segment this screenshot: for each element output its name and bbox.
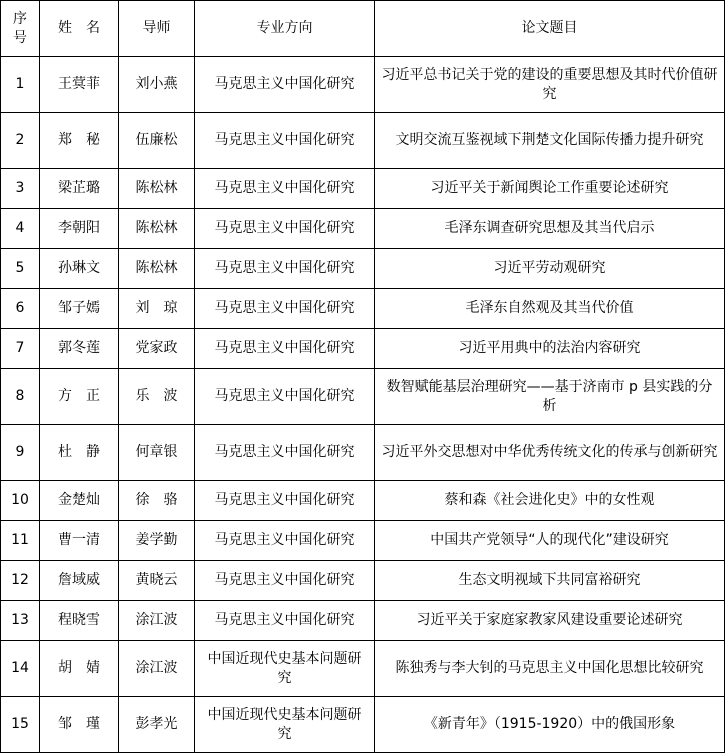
cell-name: 李朝阳: [40, 209, 119, 249]
cell-title: 《新青年》（1915-1920）中的俄国形象: [375, 697, 725, 753]
cell-advisor: 涂江波: [119, 641, 195, 697]
table-row: [1, 249, 725, 289]
table-row: [1, 209, 725, 249]
cell-title: 习近平劳动观研究: [375, 249, 725, 289]
cell-name: 金楚灿: [40, 481, 119, 521]
cell-title: 习近平外交思想对中华优秀传统文化的传承与创新研究: [375, 425, 725, 481]
header-title: 论文题目: [375, 1, 725, 57]
table-row: [1, 289, 725, 329]
header-row: [1, 1, 725, 57]
header-major: 专业方向: [195, 1, 375, 57]
table-row: [1, 697, 725, 753]
cell-name: 郑 秘: [40, 113, 119, 169]
cell-major: 中国近现代史基本问题研究: [195, 641, 375, 697]
header-name: 姓 名: [40, 1, 119, 57]
cell-advisor: 姜学勤: [119, 521, 195, 561]
cell-no: 13: [1, 601, 40, 641]
cell-major: 马克思主义中国化研究: [195, 369, 375, 425]
cell-major: 马克思主义中国化研究: [195, 601, 375, 641]
cell-name: 孙琳文: [40, 249, 119, 289]
cell-major: 马克思主义中国化研究: [195, 113, 375, 169]
cell-no: 1: [1, 57, 40, 113]
cell-name: 程晓雪: [40, 601, 119, 641]
header-index-line2: 号: [13, 29, 27, 46]
cell-no: 4: [1, 209, 40, 249]
cell-major: 马克思主义中国化研究: [195, 329, 375, 369]
cell-name: 胡 婧: [40, 641, 119, 697]
cell-major: 中国近现代史基本问题研究: [195, 697, 375, 753]
cell-title: 习近平关于新闻舆论工作重要论述研究: [375, 169, 725, 209]
cell-advisor: 陈松林: [119, 169, 195, 209]
cell-name: 邹子嫣: [40, 289, 119, 329]
cell-advisor: 伍廉松: [119, 113, 195, 169]
cell-no: 6: [1, 289, 40, 329]
cell-no: 11: [1, 521, 40, 561]
table-row: [1, 113, 725, 169]
cell-title: 蔡和森《社会进化史》中的女性观: [375, 481, 725, 521]
table-row: [1, 641, 725, 697]
cell-advisor: 彭孝光: [119, 697, 195, 753]
table-row: [1, 425, 725, 481]
table-row: [1, 169, 725, 209]
cell-major: 马克思主义中国化研究: [195, 209, 375, 249]
cell-no: 8: [1, 369, 40, 425]
cell-advisor: 黄晓云: [119, 561, 195, 601]
cell-advisor: 刘 琼: [119, 289, 195, 329]
cell-no: 12: [1, 561, 40, 601]
cell-advisor: 徐 骆: [119, 481, 195, 521]
cell-advisor: 陈松林: [119, 209, 195, 249]
cell-title: 习近平用典中的法治内容研究: [375, 329, 725, 369]
cell-major: 马克思主义中国化研究: [195, 521, 375, 561]
cell-no: 2: [1, 113, 40, 169]
table-row: [1, 561, 725, 601]
cell-name: 曹一清: [40, 521, 119, 561]
cell-name: 王蓂菲: [40, 57, 119, 113]
cell-major: 马克思主义中国化研究: [195, 249, 375, 289]
cell-advisor: 涂江波: [119, 601, 195, 641]
cell-major: 马克思主义中国化研究: [195, 169, 375, 209]
cell-no: 10: [1, 481, 40, 521]
cell-name: 梁芷璐: [40, 169, 119, 209]
cell-major: 马克思主义中国化研究: [195, 561, 375, 601]
cell-advisor: 陈松林: [119, 249, 195, 289]
table-row: [1, 601, 725, 641]
cell-title: 毛泽东调查研究思想及其当代启示: [375, 209, 725, 249]
cell-advisor: 何章银: [119, 425, 195, 481]
cell-name: 詹域威: [40, 561, 119, 601]
cell-no: 3: [1, 169, 40, 209]
cell-no: 5: [1, 249, 40, 289]
cell-advisor: 乐 波: [119, 369, 195, 425]
cell-title: 生态文明视域下共同富裕研究: [375, 561, 725, 601]
cell-title: 毛泽东自然观及其当代价值: [375, 289, 725, 329]
header-advisor: 导师: [119, 1, 195, 57]
cell-no: 14: [1, 641, 40, 697]
cell-name: 方 正: [40, 369, 119, 425]
cell-title: 文明交流互鉴视域下荆楚文化国际传播力提升研究: [375, 113, 725, 169]
cell-name: 郭冬莲: [40, 329, 119, 369]
cell-name: 邹 瑾: [40, 697, 119, 753]
header-index: [1, 1, 40, 57]
cell-no: 7: [1, 329, 40, 369]
header-index-line1: 序: [13, 10, 27, 27]
cell-title: 习近平关于家庭家教家风建设重要论述研究: [375, 601, 725, 641]
cell-name: 杜 静: [40, 425, 119, 481]
cell-title: 陈独秀与李大钊的马克思主义中国化思想比较研究: [375, 641, 725, 697]
table-row: [1, 329, 725, 369]
cell-title: 习近平总书记关于党的建设的重要思想及其时代价值研究: [375, 57, 725, 113]
cell-title: 中国共产党领导“人的现代化”建设研究: [375, 521, 725, 561]
cell-no: 15: [1, 697, 40, 753]
table-row: [1, 369, 725, 425]
cell-title: 数智赋能基层治理研究——基于济南市 p 县实践的分析: [375, 369, 725, 425]
table-row: [1, 57, 725, 113]
cell-advisor: 刘小燕: [119, 57, 195, 113]
cell-major: 马克思主义中国化研究: [195, 481, 375, 521]
table-row: [1, 521, 725, 561]
cell-major: 马克思主义中国化研究: [195, 425, 375, 481]
cell-major: 马克思主义中国化研究: [195, 57, 375, 113]
table-row: [1, 481, 725, 521]
cell-no: 9: [1, 425, 40, 481]
cell-major: 马克思主义中国化研究: [195, 289, 375, 329]
cell-advisor: 党家政: [119, 329, 195, 369]
